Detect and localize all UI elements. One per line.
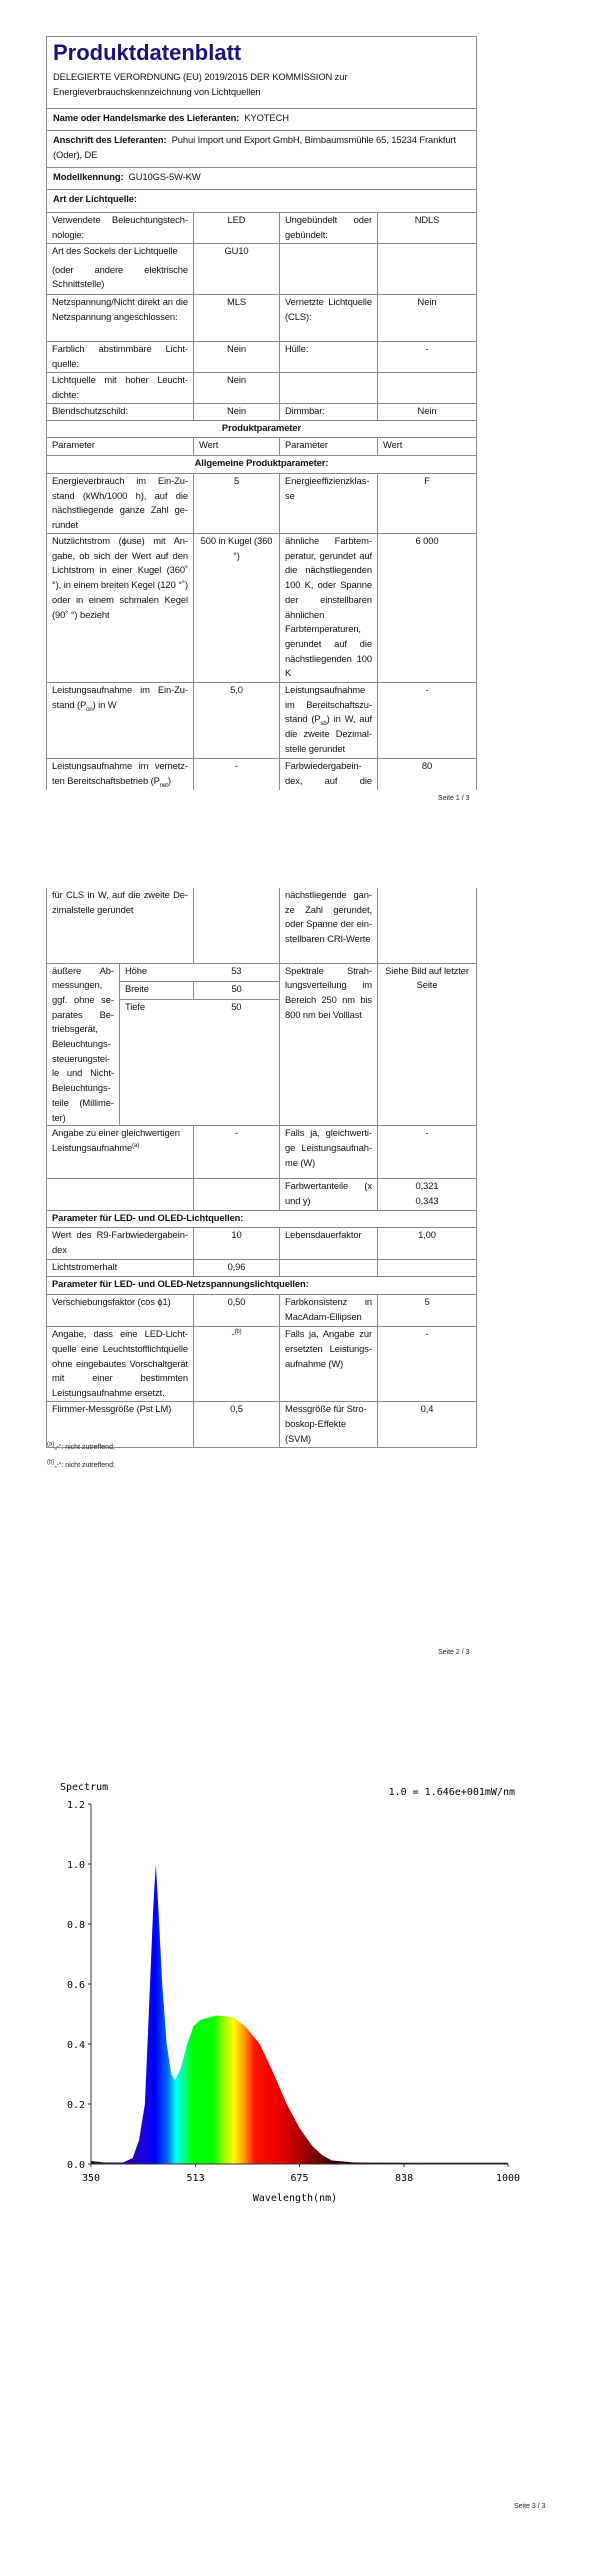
y-tick-label: 0.8 xyxy=(66,1920,85,1931)
table-row xyxy=(47,759,477,790)
label-text: Leistungsaufnahme im Ein-Zustand (P xyxy=(52,684,188,710)
table-row xyxy=(47,888,477,963)
section-heading: Allgemeine Produktparameter: xyxy=(47,456,477,474)
x-tick-label: 838 xyxy=(395,2173,414,2184)
param-value: - xyxy=(378,1126,477,1179)
param-label: ähnliche Farbtemperatur, gerundet auf die nächstliegenden 100 K, oder Spanne der einstellbaren ähnlichen Farbtemperaturen, gerundet auf die nächstliegenden 100 K xyxy=(280,534,378,683)
column-header: Parameter xyxy=(47,438,194,456)
param-value: - xyxy=(194,759,280,790)
page-number: Seite 3 / 3 xyxy=(514,2503,546,2510)
empty-cell xyxy=(280,1260,378,1277)
param-value: 1,00 xyxy=(378,1228,477,1260)
param-label: Verwendete Beleuchtungstechnologie: xyxy=(47,213,194,244)
dimension-value: 50 xyxy=(231,1000,242,1012)
dimension-row xyxy=(120,999,279,1017)
empty-cell xyxy=(47,1179,194,1211)
y-tick-label: 1.0 xyxy=(66,1860,85,1871)
param-value: 500 in Kugel (360 °) xyxy=(194,534,280,683)
table-row xyxy=(47,683,477,759)
table-row xyxy=(47,534,477,683)
spectrum-chart xyxy=(0,1760,603,2220)
param-value: GU10 xyxy=(194,244,280,295)
y-tick-label: 0.6 xyxy=(66,1980,85,1991)
product-sheet-table-page-2 xyxy=(46,888,477,1448)
footnote-text: „-“: nicht zutreffend; xyxy=(54,1444,115,1451)
table-row xyxy=(47,1228,477,1260)
light-source-type-label: Art der Lichtquelle: xyxy=(47,190,477,213)
table-row xyxy=(47,1260,477,1277)
param-label xyxy=(280,759,378,790)
y-tick-label: 0.2 xyxy=(66,2100,85,2111)
param-value: 0,4 xyxy=(378,1402,477,1448)
param-value: - xyxy=(378,342,477,373)
label-text: Farbwiedergabeindex, auf die xyxy=(285,760,372,786)
chromaticity-y: 0,343 xyxy=(415,1194,439,1206)
model-label: Modellkennung: xyxy=(53,171,124,182)
table-row xyxy=(47,963,477,1126)
param-value: 10 xyxy=(194,1228,280,1260)
param-label: Verschiebungsfaktor (cos ϕ1) xyxy=(47,1295,194,1327)
param-value: 80 xyxy=(378,759,477,790)
empty-cell xyxy=(378,373,477,404)
socket-label-note: (oder andere elektrische Schnittstelle) xyxy=(52,263,188,290)
param-value: Siehe Bild auf letzter Seite xyxy=(378,963,477,1126)
dimensions-values xyxy=(120,963,280,1126)
page-number: Seite 1 / 3 xyxy=(438,795,470,802)
chart-title: Spectrum xyxy=(60,1782,109,1793)
label-text: ) in W, auf die zweite Dezimalstelle gerundet xyxy=(285,713,372,754)
param-label: Lichtstromerhalt xyxy=(47,1260,194,1277)
param-label: Flimmer-Messgröße (Pst LM) xyxy=(47,1402,194,1448)
x-tick-label: 675 xyxy=(290,2173,309,2184)
param-label: Wert des R9-Farbwiedergabeindex xyxy=(47,1228,194,1260)
param-label: Lichtquelle mit hoher Leuchtdichte: xyxy=(47,373,194,404)
model-row xyxy=(47,168,477,190)
product-sheet-table-page-1 xyxy=(46,36,477,790)
param-value: 5 xyxy=(378,1295,477,1327)
section-heading: Parameter für LED- und OLED-Lichtquellen: xyxy=(47,1211,477,1228)
param-label xyxy=(47,244,194,295)
table-row xyxy=(47,1327,477,1402)
footnote-ref: (b) xyxy=(234,1329,242,1336)
label-text: Leistungsaufnahme im vernetzten Bereitschaftsbetrieb (P xyxy=(52,760,188,786)
spectrum-area xyxy=(91,1864,508,2164)
param-value: MLS xyxy=(194,295,280,342)
param-value: 5 xyxy=(194,474,280,534)
table-row xyxy=(47,1179,477,1211)
dimension-name: Tiefe xyxy=(125,1000,145,1012)
section-heading: Parameter für LED- und OLED-Netzspannungslichtquellen: xyxy=(47,1277,477,1295)
param-value: NDLS xyxy=(378,213,477,244)
chromaticity-x: 0,321 xyxy=(415,1180,439,1192)
param-label: Nutzlichtstrom (ϕuse) mit Angabe, ob sich der Wert auf den Lichtstrom in einer Kugel (360˚ °), in einem breiten Kegel (120 °˚) oder in einem schmalen Kegel (90˚ °) bezieht xyxy=(47,534,194,683)
label-text: ) in W xyxy=(92,698,117,710)
param-value: Nein xyxy=(194,342,280,373)
label-text: Angabe zu einer gleichwertigen Leistungsaufnahme xyxy=(52,1127,180,1153)
param-label xyxy=(47,683,194,759)
param-label: Farbkonsistenz in MacAdam-Ellipsen xyxy=(280,1295,378,1327)
param-value: 6 000 xyxy=(378,534,477,683)
table-row xyxy=(47,404,477,421)
param-label: Farbwertanteile (x und y) xyxy=(280,1179,378,1211)
param-label: Hülle: xyxy=(280,342,378,373)
x-tick-label: 513 xyxy=(186,2173,205,2184)
param-label xyxy=(280,683,378,759)
param-label: Vernetzte Lichtquelle (CLS): xyxy=(280,295,378,342)
regulation-text: DELEGIERTE VERORDNUNG (EU) 2019/2015 DER KOMMISSION zur Energieverbrauchskennzeichnung von Lichtquellen xyxy=(53,71,348,97)
table-row xyxy=(47,474,477,534)
empty-cell xyxy=(280,373,378,404)
param-label: Ungebündelt oder gebündelt: xyxy=(280,213,378,244)
table-row xyxy=(47,1126,477,1179)
param-label: Energieverbrauch im Ein-Zustand (kWh/1000 h), auf die nächstliegende ganze Zahl gerundet xyxy=(47,474,194,534)
supplier-address-label: Anschrift des Lieferanten: xyxy=(53,134,167,145)
table-row xyxy=(47,213,477,244)
param-label: Angabe, dass eine LED-Lichtquelle eine Leuchtstofflichtquelle ohne eingebautes Vorschaltgerät mit einer bestimmten Leistungsaufnahme ersetzt. xyxy=(47,1327,194,1402)
empty-cell xyxy=(378,888,477,963)
column-header: Parameter xyxy=(280,438,378,456)
column-header: Wert xyxy=(194,438,280,456)
chart-annotation: 1.0 = 1.646e+001mW/nm xyxy=(388,1787,515,1798)
footnote-ref: (a) xyxy=(132,1142,140,1149)
param-value: - xyxy=(194,1126,280,1179)
supplier-name-row xyxy=(47,109,477,131)
param-label: Blendschutzschild: xyxy=(47,404,194,421)
x-tick-label: 1000 xyxy=(495,2173,521,2184)
y-tick-label: 0.4 xyxy=(66,2040,85,2051)
footnote xyxy=(47,1441,115,1451)
y-tick-label: 1.2 xyxy=(66,1800,85,1811)
dimension-row xyxy=(120,964,279,982)
empty-cell xyxy=(378,1260,477,1277)
dimension-name: Höhe xyxy=(125,964,148,976)
supplier-name-label: Name oder Handelsmarke des Lieferanten: xyxy=(53,112,240,123)
param-label: Energieeffizienzklasse xyxy=(280,474,378,534)
model-value: GU10GS-5W-KW xyxy=(128,171,201,182)
table-row xyxy=(47,1402,477,1448)
supplier-address-row xyxy=(47,131,477,168)
supplier-name-value: KYOTECH xyxy=(244,112,289,123)
empty-cell xyxy=(194,1179,280,1211)
param-label: für CLS in W, auf die zweite Dezimalstelle gerundet xyxy=(47,888,194,963)
footnote xyxy=(47,1459,115,1469)
param-label: Messgröße für Stroboskop-Effekte (SVM) xyxy=(280,1402,378,1448)
param-value xyxy=(194,1327,280,1402)
label-text: Leistungsaufnahme im Bereitschaftszustand (P xyxy=(285,684,372,725)
footnote-mark: (b) xyxy=(47,1459,55,1466)
param-value: 0,5 xyxy=(194,1402,280,1448)
table-row xyxy=(47,1295,477,1327)
param-value: - xyxy=(378,1327,477,1402)
param-value: F xyxy=(378,474,477,534)
table-header-row xyxy=(47,438,477,456)
empty-cell xyxy=(378,244,477,295)
label-text: ) xyxy=(167,774,171,786)
param-label: Falls ja, Angabe zur ersetzten Leistungsaufnahme (W) xyxy=(280,1327,378,1402)
label-subscript: sb xyxy=(320,721,327,728)
page-title: Produktdatenblatt xyxy=(53,40,242,65)
param-label: Spektrale Strahlungsverteilung im Bereich 250 nm bis 800 nm bei Volllast xyxy=(280,963,378,1126)
supplier-address-value: Puhui Import und Export GmbH, Birnbaumsmühle 65, 15234 Frankfurt (Oder), DE xyxy=(53,134,456,160)
param-value: Nein xyxy=(194,373,280,404)
x-tick-label: 350 xyxy=(81,2173,101,2184)
dimensions-label: äußere Abmessungen, ggf. ohne separates Betriebsgerät, Beleuchtungssteuerungsteile und Nicht-Beleuchtungsteile (Millimeter) xyxy=(47,963,120,1126)
param-value: - xyxy=(378,683,477,759)
dimension-value: 50 xyxy=(194,981,279,999)
param-label xyxy=(47,759,194,790)
section-heading: Produktparameter xyxy=(47,421,477,438)
table-row xyxy=(47,373,477,404)
table-row xyxy=(47,342,477,373)
dimension-name: Breite xyxy=(120,981,194,999)
label-subscript: net xyxy=(159,782,168,789)
param-label: Netzspannung/Nicht direkt an die Netzspannung angeschlossen: xyxy=(47,295,194,342)
param-label: nächstliegende ganze Zahl gerundet, oder Spanne der einstellbaren CRI-Werte xyxy=(280,888,378,963)
param-value: Nein xyxy=(378,404,477,421)
table-row xyxy=(47,244,477,295)
param-label: Falls ja, gleichwertige Leistungsaufnahme (W) xyxy=(280,1126,378,1179)
param-label xyxy=(47,1126,194,1179)
dimension-row xyxy=(120,981,279,999)
x-axis-label: Wavelength(nm) xyxy=(252,2193,338,2204)
param-value: 0,96 xyxy=(194,1260,280,1277)
column-header: Wert xyxy=(378,438,477,456)
value-text: - xyxy=(231,1328,235,1340)
param-value: LED xyxy=(194,213,280,244)
param-label: Dimmbar: xyxy=(280,404,378,421)
label-subscript: on xyxy=(86,706,93,713)
param-label: Farblich abstimmbare Lichtquelle: xyxy=(47,342,194,373)
footnote-mark: (a) xyxy=(47,1441,55,1448)
y-tick-label: 0.0 xyxy=(66,2160,85,2171)
param-value: Nein xyxy=(194,404,280,421)
empty-cell xyxy=(194,888,280,963)
param-value: Nein xyxy=(378,295,477,342)
socket-label: Art des Sockels der Lichtquelle xyxy=(52,245,178,256)
param-value: 5,0 xyxy=(194,683,280,759)
table-row xyxy=(47,295,477,342)
dimension-value: 53 xyxy=(231,964,242,976)
param-value: 0,50 xyxy=(194,1295,280,1327)
page-number: Seite 2 / 3 xyxy=(438,1649,470,1656)
param-label: Lebensdauerfaktor xyxy=(280,1228,378,1260)
footnote-text: „-“: nicht zutreffend; xyxy=(54,1462,115,1469)
empty-cell xyxy=(280,244,378,295)
param-value xyxy=(378,1179,477,1211)
